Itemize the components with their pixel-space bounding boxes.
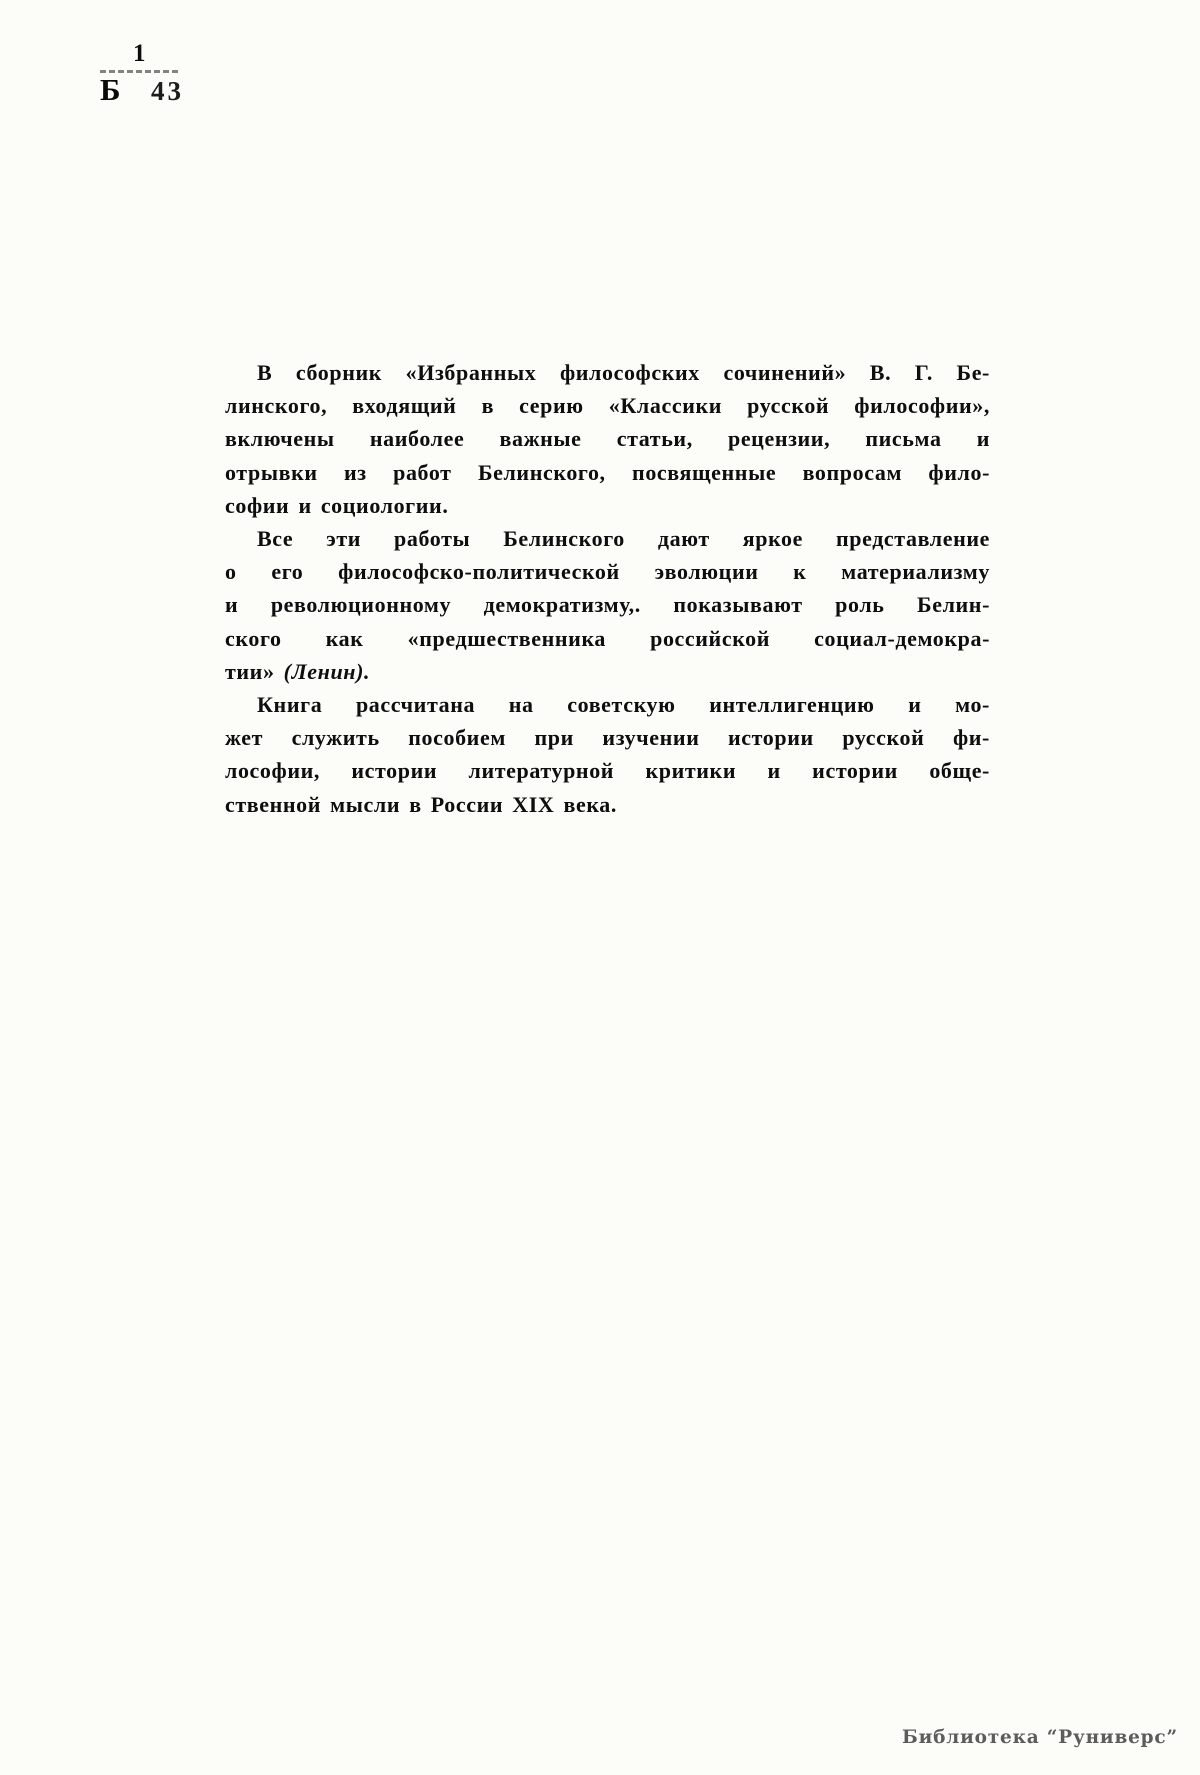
annotation-line <box>225 522 990 555</box>
annotation-text-segment: отрывки из работ Белинского, посвященные вопросам фило- <box>225 459 990 485</box>
annotation-line <box>225 754 990 787</box>
annotation-text-block <box>225 356 990 821</box>
annotation-line <box>225 456 990 489</box>
annotation-line <box>225 555 990 588</box>
runivers-watermark: Библиотека “Руниверс” <box>902 1727 1178 1748</box>
annotation-text-segment: В сборник «Избранных философских сочинений» В. Г. Бе- <box>257 360 990 385</box>
annotation-line <box>225 422 990 455</box>
annotation-line <box>225 356 990 389</box>
annotation-text-segment: лософии, истории литературной критики и истории обще- <box>225 758 990 784</box>
annotation-text-segment: и революционному демократизму,. показывают роль Белин- <box>225 592 990 618</box>
annotation-italic-segment: (Ленин). <box>283 658 371 684</box>
annotation-line <box>225 721 990 754</box>
annotation-line <box>225 622 990 655</box>
annotation-line <box>225 389 990 422</box>
annotation-text-segment: тии» <box>225 658 284 684</box>
annotation-text-segment: линского, входящий в серию «Классики русской философии», <box>225 393 990 419</box>
annotation-line <box>225 655 990 688</box>
annotation-text-segment: ственной мысли в России XIX века. <box>225 791 617 817</box>
call-number-numerator: 1 <box>133 40 146 67</box>
annotation-line <box>225 688 990 721</box>
annotation-text-segment: о его философско-политической эволюции к материализму <box>225 559 990 585</box>
annotation-line <box>225 588 990 621</box>
call-number-letter: Б <box>100 72 121 107</box>
annotation-text-segment: жет служить пособием при изучении истории русской фи- <box>225 725 990 751</box>
annotation-line <box>225 489 990 522</box>
annotation-text-segment: ского как «предшественника российской социал-демокра- <box>225 625 990 651</box>
annotation-text-segment: софии и социологии. <box>225 492 449 518</box>
annotation-text-segment: Все эти работы Белинского дают яркое представление <box>257 526 990 552</box>
call-number-digits: 43 <box>151 76 184 106</box>
annotation-line <box>225 788 990 821</box>
annotation-text-segment: Книга рассчитана на советскую интеллигенцию и мо- <box>257 692 990 718</box>
annotation-text-segment: включены наиболее важные статьи, рецензии, письма и <box>225 426 990 452</box>
